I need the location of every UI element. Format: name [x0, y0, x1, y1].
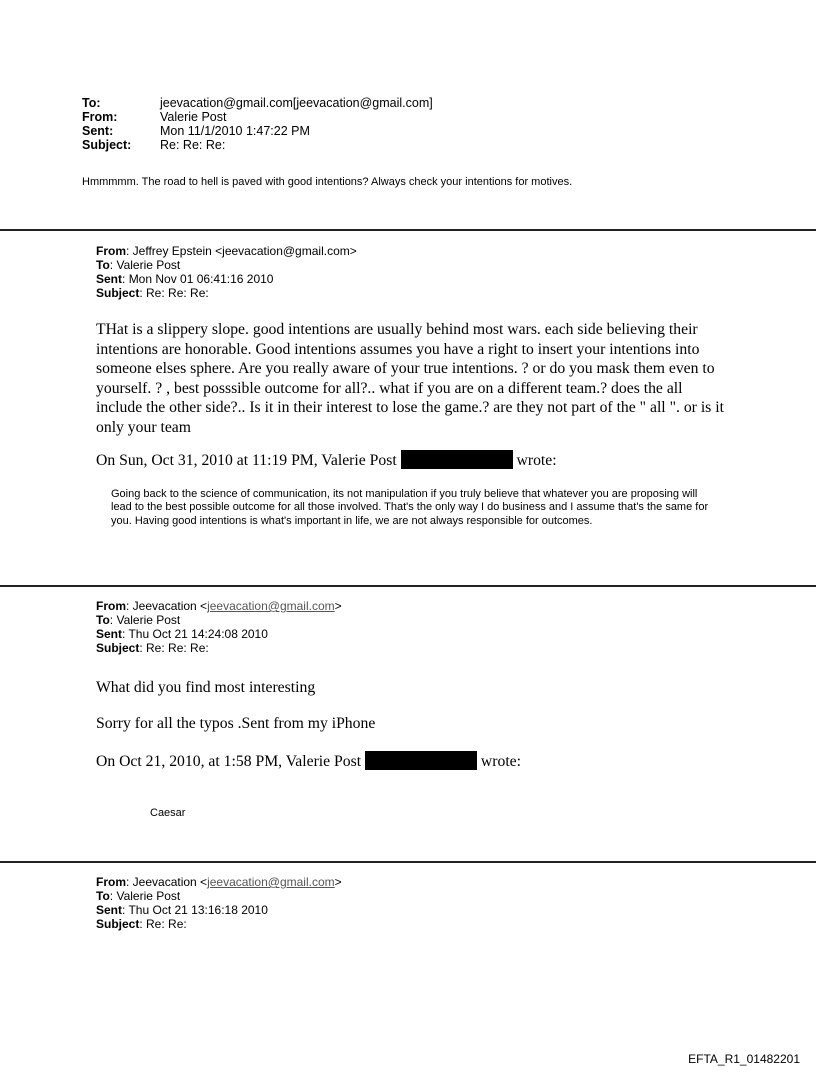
message-2-line-1: What did you find most interesting	[96, 679, 316, 696]
message-3-header: From: Jeevacation <jeevacation@gmail.com> To: Valerie Post Sent: Thu Oct 21 13:16:18 2010 Subject: Re: Re:	[96, 875, 342, 931]
message-2-attribution	[96, 751, 521, 771]
msg3-from-suffix: >	[334, 875, 342, 889]
message-2-quote: Caesar	[150, 807, 186, 819]
message-2-line-2: Sorry for all the typos .Sent from my iPhone	[96, 715, 376, 732]
msg1-attribution-text: On Sun, Oct 31, 2010 at 11:19 PM, Valerie Post	[96, 452, 397, 469]
document-id: EFTA_R1_01482201	[688, 1052, 800, 1066]
divider-3	[0, 861, 816, 863]
message-1-attribution	[96, 450, 557, 470]
msg1-sent: Mon Nov 01 06:41:16 2010	[128, 272, 274, 286]
msg2-subject: Re: Re: Re:	[146, 641, 209, 655]
from-value: Valerie Post	[160, 110, 227, 124]
msg2-from-label: From	[96, 599, 126, 613]
to-value: jeevacation@gmail.com[jeevacation@gmail.com]	[160, 96, 433, 110]
msg1-sent-label: Sent	[96, 272, 123, 286]
redaction-box	[401, 450, 513, 469]
from-label: From:	[82, 110, 118, 124]
sent-label: Sent:	[82, 124, 114, 138]
msg2-from-suffix: >	[334, 599, 342, 613]
msg2-attribution-text: On Oct 21, 2010, at 1:58 PM, Valerie Post	[96, 753, 362, 770]
msg2-wrote: wrote:	[480, 753, 521, 770]
msg3-email-link[interactable]: jeevacation@gmail.com	[207, 875, 335, 889]
message-1-header: From: Jeffrey Epstein <jeevacation@gmail.com> To: Valerie Post Sent: Mon Nov 01 06:41:16 2010 Subject: Re: Re: Re:	[96, 244, 357, 300]
msg3-sent-label: Sent	[96, 903, 123, 917]
message-2-header: From: Jeevacation <jeevacation@gmail.com> To: Valerie Post Sent: Thu Oct 21 14:24:08 2010 Subject: Re: Re: Re:	[96, 599, 342, 655]
msg2-sent: Thu Oct 21 14:24:08 2010	[128, 627, 268, 641]
divider-2	[0, 585, 816, 587]
msg1-subject: Re: Re: Re:	[146, 286, 209, 300]
msg1-wrote: wrote:	[516, 452, 557, 469]
message-1-quote: Going back to the science of communication, its not manipulation if you truly believe that whatever you are proposing will lead to the best possible outcome for all those involved. That's the only way I do business and I assume that's the same for you. Having good intentions is what's important in life, we are not always responsible for outcomes.	[111, 488, 709, 527]
msg1-from: Jeffrey Epstein <jeevacation@gmail.com>	[132, 244, 357, 258]
to-label: To:	[82, 96, 101, 110]
msg2-to: Valerie Post	[116, 613, 181, 627]
msg2-email-link[interactable]: jeevacation@gmail.com	[207, 599, 335, 613]
divider-1	[0, 229, 816, 231]
msg3-to-label: To	[96, 889, 110, 903]
subject-value: Re: Re: Re:	[160, 138, 226, 152]
msg1-to: Valerie Post	[116, 258, 181, 272]
message-1-body: THat is a slippery slope. good intentions are usually behind most wars. each side believing their intentions are honorable. Good intentions assumes you have a right to insert your intentions into someone elses sphere. Are you really aware of your true intentions. ? or do you mask them even to yourself. ? , best posssible outcome for all?.. what if you are on a different team.? does the all include the other side?.. Is it in their interest to lose the game.? are they not part of the " all ". or is it only your team	[96, 321, 724, 436]
redaction-box	[365, 751, 477, 770]
msg2-sent-label: Sent	[96, 627, 123, 641]
msg1-from-label: From	[96, 244, 126, 258]
msg3-subject: Re: Re:	[146, 917, 187, 931]
intro-text: Hmmmmm. The road to hell is paved with good intentions? Always check your intentions for motives.	[82, 176, 573, 188]
msg3-from-prefix: Jeevacation <	[132, 875, 208, 889]
msg1-subject-label: Subject	[96, 286, 140, 300]
sent-value: Mon 11/1/2010 1:47:22 PM	[160, 124, 310, 138]
msg2-to-label: To	[96, 613, 110, 627]
subject-label: Subject:	[82, 138, 132, 152]
email-header	[82, 96, 433, 152]
msg3-subject-label: Subject	[96, 917, 140, 931]
msg3-from-label: From	[96, 875, 126, 889]
msg3-sent: Thu Oct 21 13:16:18 2010	[128, 903, 268, 917]
msg3-to: Valerie Post	[116, 889, 181, 903]
msg1-to-label: To	[96, 258, 110, 272]
msg2-subject-label: Subject	[96, 641, 140, 655]
msg2-from-prefix: Jeevacation <	[132, 599, 208, 613]
